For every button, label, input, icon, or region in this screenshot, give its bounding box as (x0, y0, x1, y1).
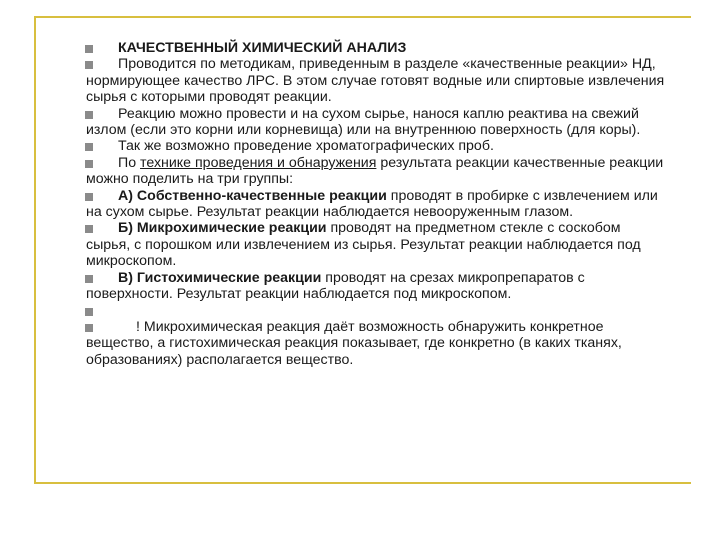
square-bullet-icon (85, 308, 93, 316)
bullet-item-groups (86, 155, 666, 188)
paragraph-text-before: По (118, 154, 141, 171)
square-bullet-icon (85, 111, 93, 119)
slide-body (86, 40, 666, 368)
square-bullet-icon (85, 275, 93, 283)
slide-frame-top-line (34, 16, 691, 18)
bullet-item-empty (86, 303, 666, 319)
paragraph-text: проводят на срезах микропрепаратов с поверхности. Результат реакции наблюдается под микроскопом. (86, 269, 585, 303)
square-bullet-icon (85, 45, 93, 53)
underlined-phrase: технике проведения и обнаружения (140, 154, 377, 171)
paragraph-text: Проводится по методикам, приведенным в разделе «качественные реакции» НД, нормирующее качество ЛРС. В этом случае готовят водные или спиртовые извлечения сырья с которыми проводят реакции. (86, 56, 665, 106)
square-bullet-icon (85, 225, 93, 233)
paragraph-text: проводят в пробирке с извлечением или на сухом сырье. Результат реакции наблюдается невооруженным глазом. (86, 187, 658, 221)
bullet-item-group-b (86, 220, 666, 269)
paragraph-text: проводят на предметном стекле с соскобом сырья, с порошком или извлечением из сырья. Результат реакции наблюдается под микроскопом. (86, 220, 641, 270)
group-b-heading: Б) Микрохимические реакции (118, 220, 327, 237)
paragraph-text: Реакцию можно провести и на сухом сырье, нанося каплю реактива на свежий излом (если это корни или корневища) или на внутреннюю поверхность (для коры). (86, 105, 641, 139)
square-bullet-icon (85, 324, 93, 332)
group-c-heading: В) Гистохимические реакции (118, 269, 322, 286)
bullet-item-chromatography (86, 138, 666, 154)
bullet-item-title (86, 40, 666, 56)
square-bullet-icon (85, 193, 93, 201)
bullet-item-methods (86, 56, 666, 105)
bullet-item-note (86, 319, 666, 368)
square-bullet-icon (85, 160, 93, 168)
page-title: КАЧЕСТВЕННЫЙ ХИМИЧЕСКИЙ АНАЛИЗ (118, 40, 407, 56)
slide-frame-bottom-line (34, 482, 691, 484)
slide-frame-left-line (34, 16, 36, 484)
bullet-item-dry-raw (86, 106, 666, 139)
bullet-item-group-c (86, 270, 666, 303)
paragraph-text: ! Микрохимическая реакция даёт возможность обнаружить конкретное вещество, а гистохимическая реакция показывает, где конкретно (в каких тканях, образованиях) располагается вещество. (86, 318, 622, 368)
group-a-heading: А) Собственно-качественные реакции (118, 187, 387, 204)
paragraph-text-after: результата реакции качественные реакции можно поделить на три группы: (86, 154, 664, 188)
paragraph-text: Так же возможно проведение хроматографических проб. (118, 138, 494, 155)
bullet-item-group-a (86, 188, 666, 221)
square-bullet-icon (85, 143, 93, 151)
square-bullet-icon (85, 61, 93, 69)
